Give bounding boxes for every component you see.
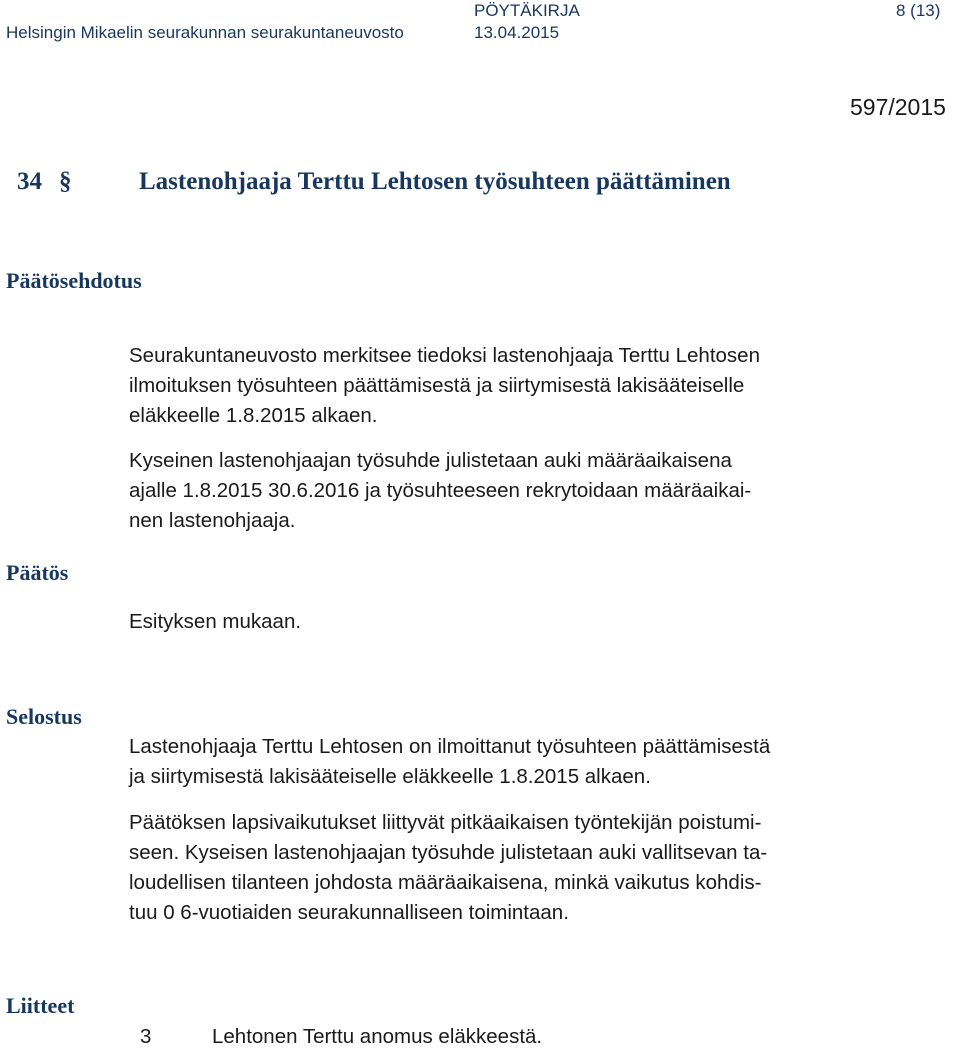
section-symbol: § <box>59 168 72 195</box>
text-line: Seurakuntaneuvosto merkitsee tiedoksi lastenohjaaja Terttu Lehtosen <box>129 344 760 367</box>
header-doc-type: PÖYTÄKIRJA <box>474 1 580 20</box>
header-date: 13.04.2015 <box>474 23 560 42</box>
text-line: Päätöksen lapsivaikutukset liittyvät pitkäaikaisen työntekijän poistumi- <box>129 811 762 834</box>
heading-paatosehdotus: Päätösehdotus <box>6 268 142 293</box>
explanation-paragraph-1 <box>129 732 770 792</box>
section-title: Lastenohjaaja Terttu Lehtosen työsuhteen päättäminen <box>139 168 731 195</box>
text-line: ilmoituksen työsuhteen päättämisestä ja siirtymisestä lakisääteiselle <box>129 374 745 397</box>
decision-text: Esityksen mukaan. <box>129 610 302 633</box>
explanation-paragraph-2 <box>129 808 767 928</box>
heading-paatos: Päätös <box>6 560 69 585</box>
text-line: loudellisen tilanteen johdosta määräaikaisena, minkä vaikutus kohdis- <box>129 871 762 894</box>
text-line: ajalle 1.8.2015 30.6.2016 ja työsuhteeseen rekrytoidaan määräaikai- <box>129 479 752 502</box>
section-number: 34 <box>17 168 42 195</box>
attachment-number: 3 <box>140 1025 152 1048</box>
text-line: Kyseinen lastenohjaajan työsuhde julistetaan auki määräaikaisena <box>129 449 732 472</box>
header-page-number: 8 (13) <box>896 1 941 20</box>
text-line: Lastenohjaaja Terttu Lehtosen on ilmoittanut työsuhteen päättämisestä <box>129 735 771 758</box>
proposal-paragraph-2 <box>129 446 751 536</box>
attachment-title: Lehtonen Terttu anomus eläkkeestä. <box>212 1025 543 1048</box>
text-line: ja siirtymisestä lakisääteiselle eläkkeelle 1.8.2015 alkaen. <box>129 765 651 788</box>
reference-number: 597/2015 <box>850 94 946 120</box>
proposal-paragraph-1 <box>129 341 760 431</box>
heading-selostus: Selostus <box>6 704 82 729</box>
header-organization: Helsingin Mikaelin seurakunnan seurakuntaneuvosto <box>6 23 404 42</box>
text-line: nen lastenohjaaja. <box>129 509 296 532</box>
text-line: seen. Kyseisen lastenohjaajan työsuhde julistetaan auki vallitsevan ta- <box>129 841 768 864</box>
text-line: eläkkeelle 1.8.2015 alkaen. <box>129 404 378 427</box>
text-line: tuu 0 6-vuotiaiden seurakunnalliseen toimintaan. <box>129 901 569 924</box>
heading-liitteet: Liitteet <box>6 993 75 1018</box>
